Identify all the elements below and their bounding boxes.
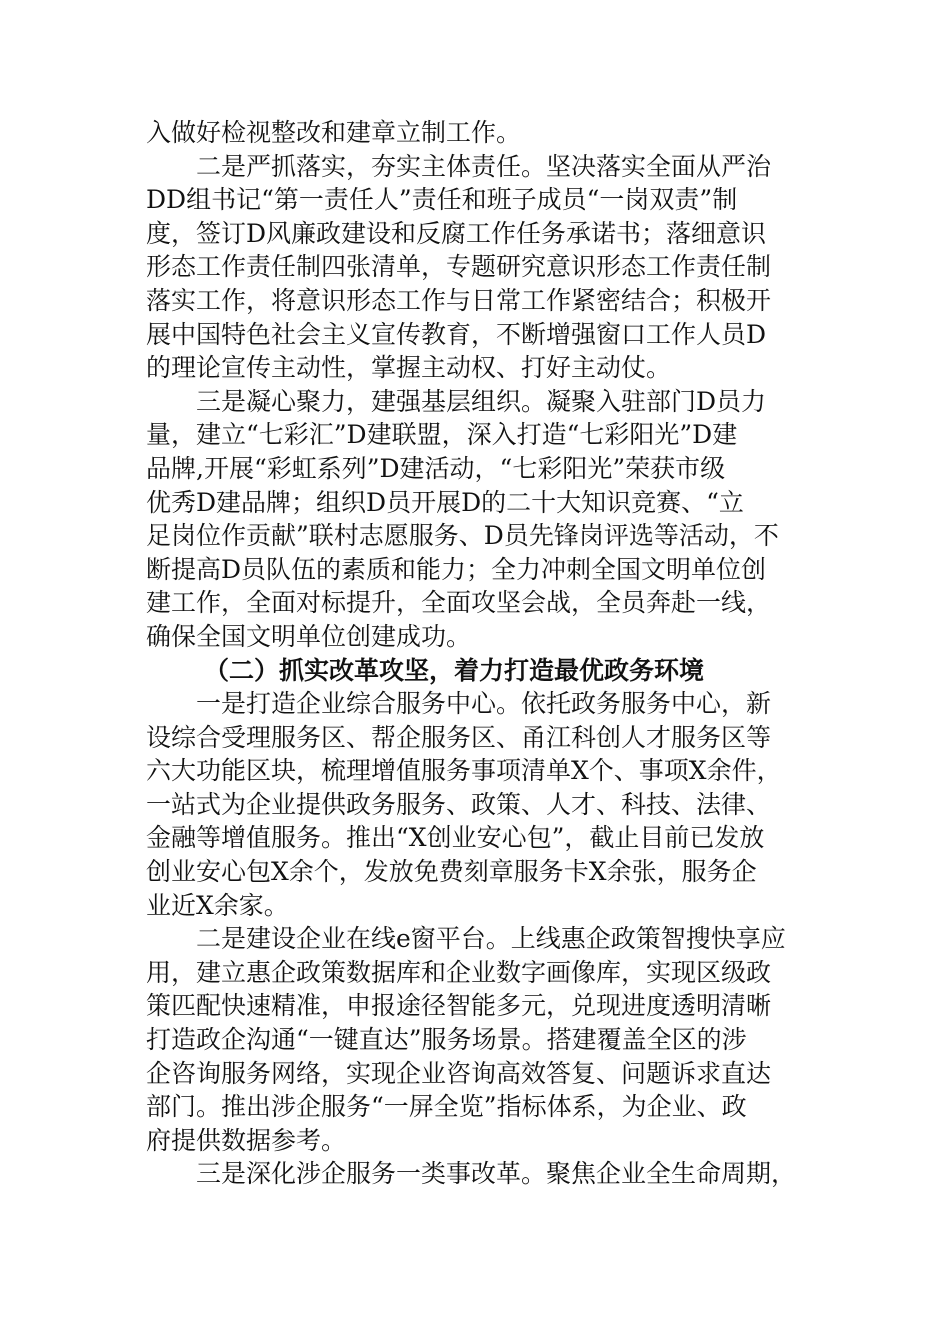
text-line: 量，建立“七彩汇”D建联盟，深入打造“七彩阳光”D建: [146, 420, 738, 450]
text-line: 展中国特色社会主义宣传教育，不断增强窗口工作人员D: [146, 319, 767, 349]
text-line: 创业安心包X余个，发放免费刻章服务卡X余张，服务企: [146, 857, 757, 887]
text-line: 足岗位作贡献”联村志愿服务、D员先锋岗评选等活动，不: [146, 521, 779, 551]
text-line: 打造政企沟通“一键直达”服务场景。搭建覆盖全区的涉: [146, 1025, 747, 1055]
text-line: 金融等增值服务。推出“X创业安心包”，截止目前已发放: [146, 823, 765, 853]
text-line: DD组书记“第一责任人”责任和班子成员“一岗双责”制: [146, 185, 738, 215]
text-line: 建工作，全面对标提升，全面攻坚会战，全员奔赴一线，: [146, 588, 772, 618]
text-line: 断提高D员队伍的素质和能力；全力冲刺全国文明单位创: [146, 554, 767, 584]
paragraph-intro-tail: [146, 116, 806, 150]
text-line: 优秀D建品牌；组织D员开展D的二十大知识竞赛、“立: [146, 487, 744, 517]
text-line: 形态工作责任制四张清单，专题研究意识形态工作责任制: [146, 252, 772, 282]
text-line: 六大功能区块，梳理增值服务事项清单X个、事项X余件，: [146, 756, 782, 786]
text-line: 设综合受理服务区、帮企服务区、甬江科创人才服务区等: [146, 722, 772, 752]
paragraph-service-center: [146, 687, 806, 922]
text-line: 策匹配快速精准，申报途径智能多元，兑现进度透明清晰: [146, 991, 772, 1021]
text-line: 入做好检视整改和建章立制工作。: [146, 118, 522, 147]
text-line: 落实工作，将意识形态工作与日常工作紧密结合；积极开: [146, 285, 772, 315]
text-line: 企咨询服务网络，实现企业咨询高效答复、问题诉求直达: [146, 1058, 772, 1088]
paragraph-organization: [146, 385, 806, 654]
text-line: 一站式为企业提供政务服务、政策、人才、科技、法律、: [146, 789, 772, 819]
text-line: 一是打造企业综合服务中心。依托政务服务中心，新: [196, 689, 772, 719]
text-line: 确保全国文明单位创建成功。: [146, 621, 472, 651]
text-line: 三是深化涉企服务一类事改革。聚焦企业全生命周期，: [196, 1159, 797, 1189]
document-page: [146, 116, 806, 1191]
text-line: 度，签订D风廉政建设和反腐工作任务承诺书；落细意识: [146, 218, 767, 248]
text-line: 用，建立惠企政策数据库和企业数字画像库，实现区级政: [146, 957, 772, 987]
section-heading: [146, 654, 806, 688]
text-line: 二是建设企业在线e窗平台。上线惠企政策智搜快享应: [196, 924, 786, 954]
paragraph-online-platform: [146, 922, 806, 1157]
text-line: 三是凝心聚力，建强基层组织。凝聚入驻部门D员力: [196, 386, 767, 416]
text-line: 品牌,开展“彩虹系列”D建活动，“七彩阳光”荣获市级: [146, 453, 726, 483]
text-line: 府提供数据参考。: [146, 1125, 347, 1155]
text-line: 二是严抓落实，夯实主体责任。坚决落实全面从严治: [196, 151, 772, 181]
paragraph-reform: [146, 1157, 806, 1191]
text-line: 的理论宣传主动性，掌握主动权、打好主动仗。: [146, 353, 672, 383]
text-line: 部门。推出涉企服务“一屏全览”指标体系，为企业、政: [146, 1092, 747, 1122]
heading-line: （二）抓实改革攻坚，着力打造最优政务环境: [204, 655, 705, 685]
text-line: 业近X余家。: [146, 890, 289, 920]
paragraph-responsibility: [146, 150, 806, 385]
